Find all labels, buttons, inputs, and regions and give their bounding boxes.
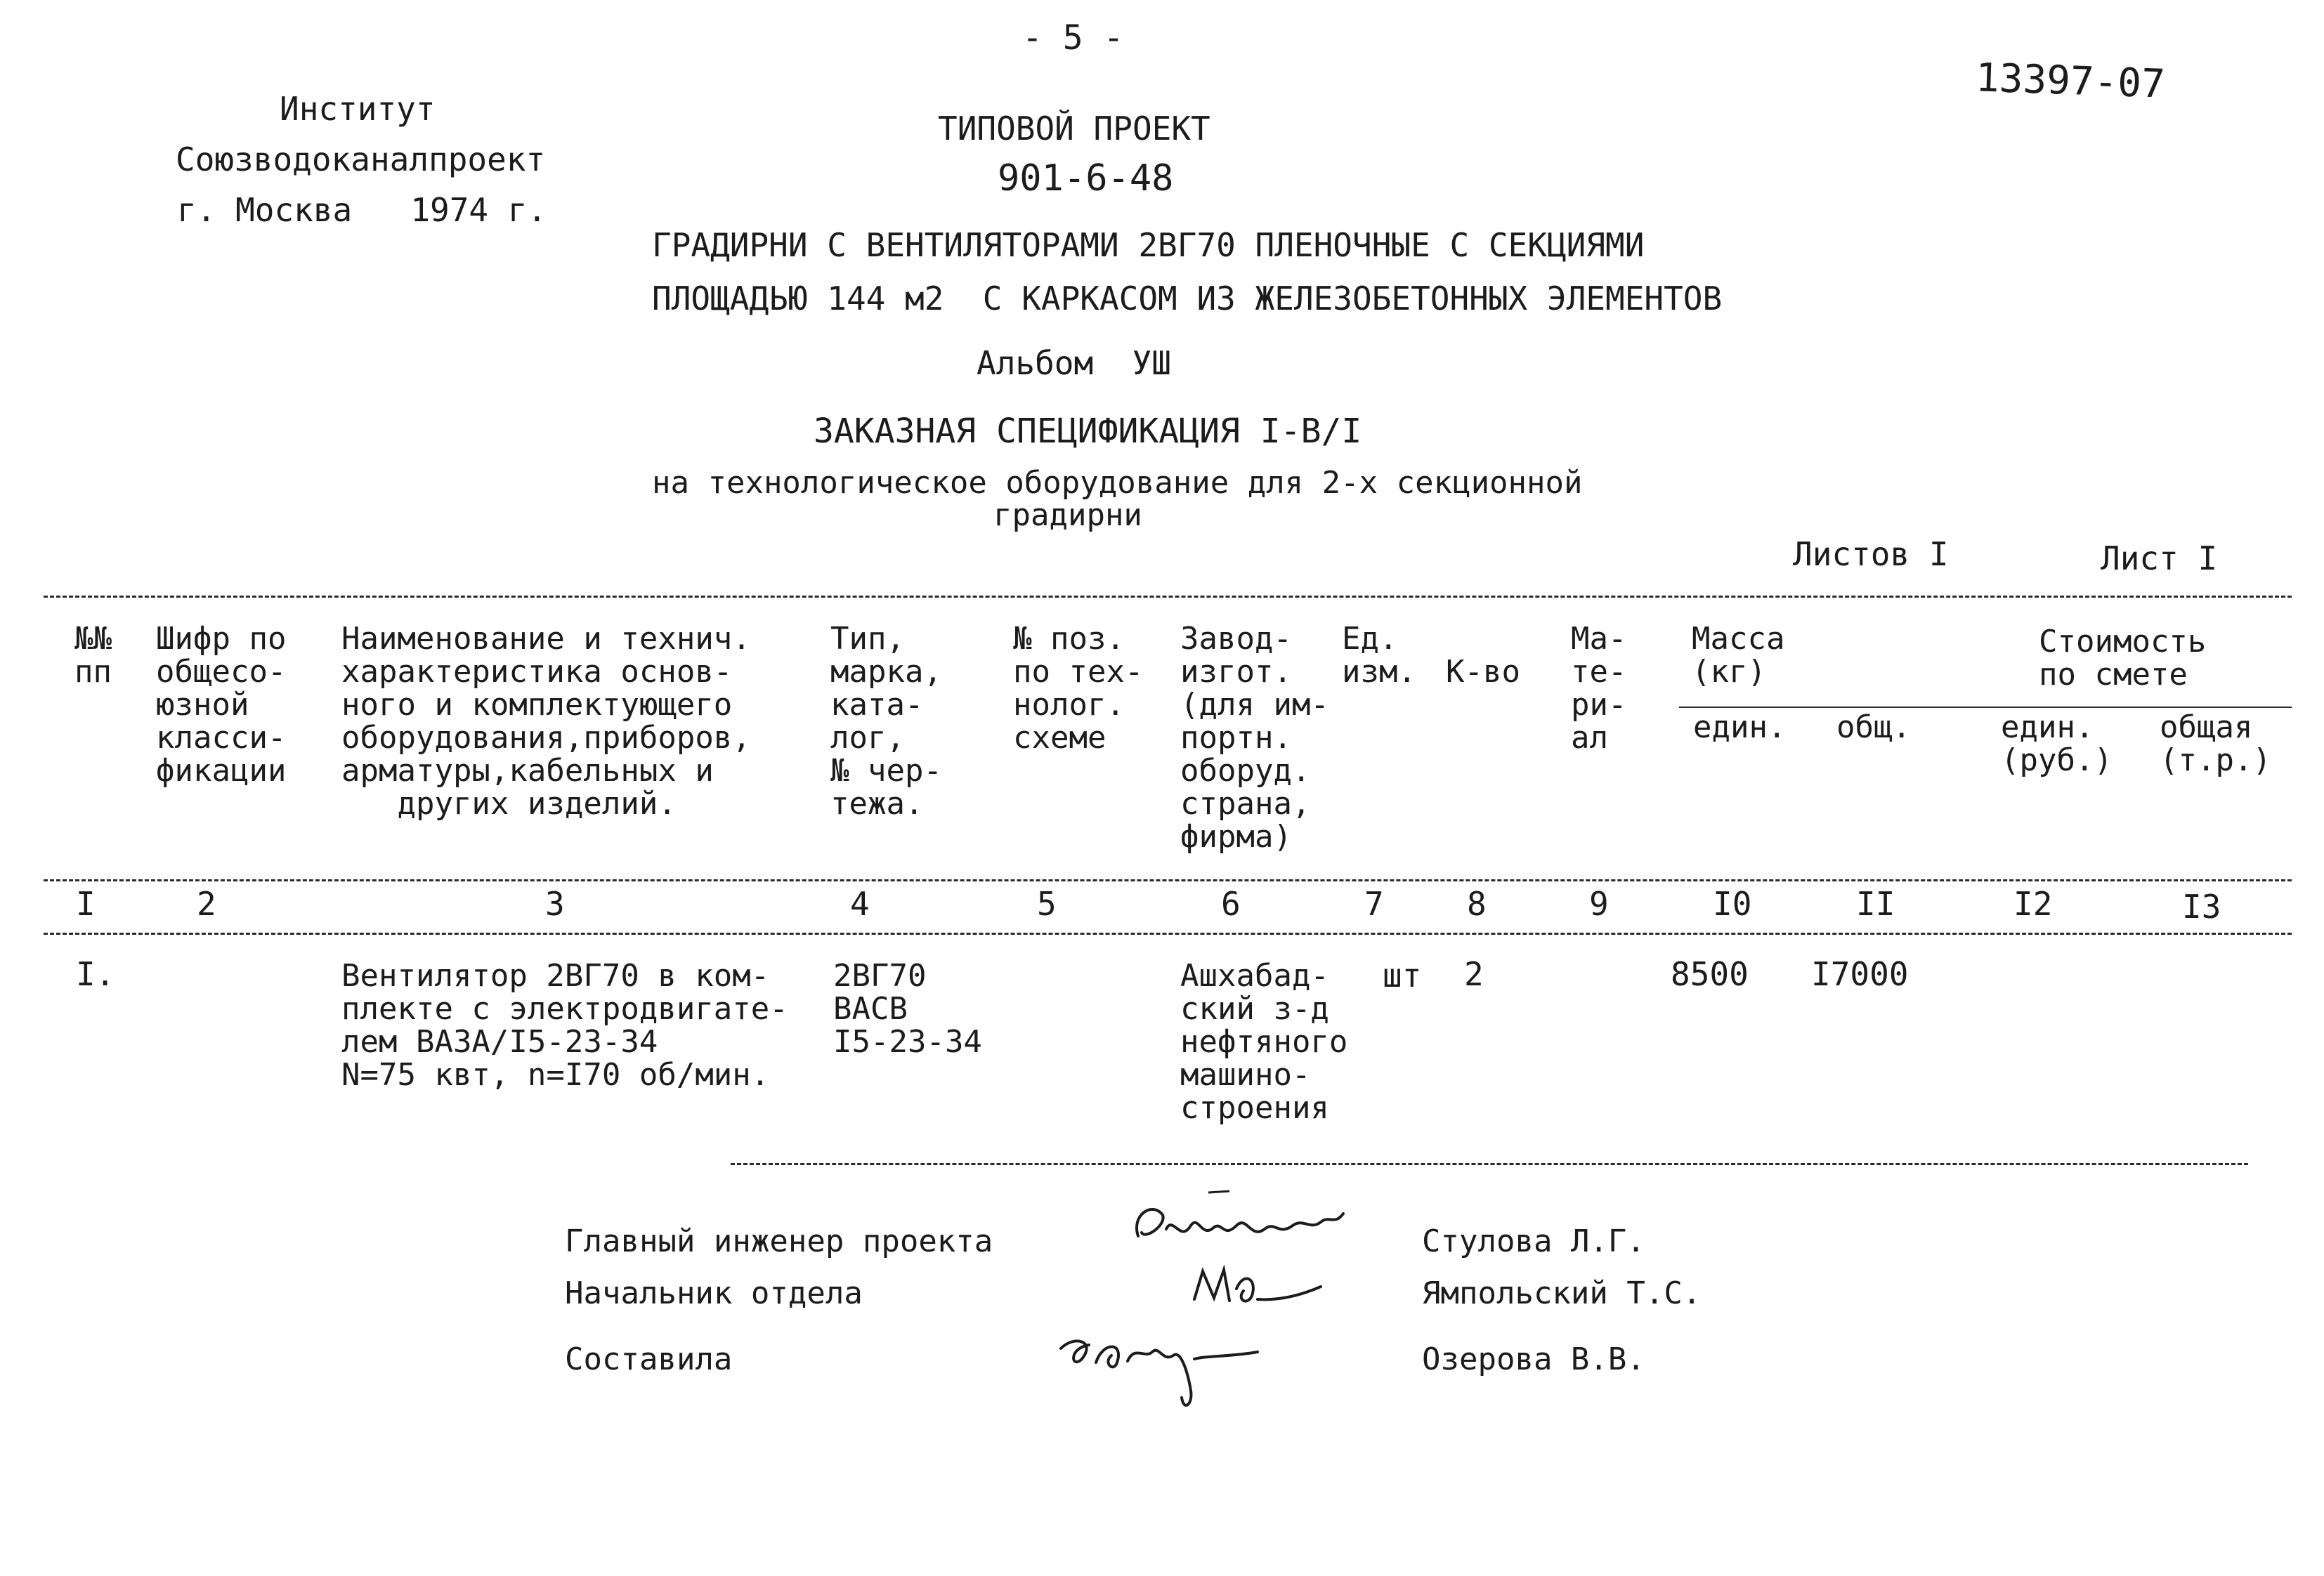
header-col13: общая (т.р.)	[2160, 709, 2271, 778]
signature-role: Начальник отдела	[565, 1275, 863, 1311]
institute-label: Институт	[280, 90, 436, 128]
header-col5: № поз. по тех- нолог. схеме	[1013, 621, 1144, 756]
spec-subtitle-line2: градирни	[993, 497, 1142, 533]
page-number: - 5 -	[1022, 18, 1124, 58]
spec-subtitle-line1: на технологическое оборудование для 2-х секционной	[652, 465, 1583, 501]
signature-role: Главный инженер проекта	[565, 1223, 993, 1259]
signature-role: Составила	[565, 1341, 733, 1377]
signature-name: Озерова В.В.	[1422, 1341, 1645, 1377]
row-number: I.	[76, 955, 115, 993]
institute-city-year: г. Москва 1974 г.	[177, 191, 547, 229]
column-number: 6	[1221, 885, 1241, 923]
handwritten-signature-department-head	[1187, 1257, 1328, 1320]
header-col3: Наименование и технич. характеристика основ- ного и комплектующего оборудования,приборов, арматуры,кабельных и других изделий.	[341, 621, 751, 822]
project-number: 901-6-48	[998, 157, 1174, 199]
header-col12: един. (руб.)	[2001, 709, 2113, 778]
header-subgroup-rule	[1679, 707, 2292, 708]
column-number: 4	[850, 885, 870, 923]
project-title-line1: ГРАДИРНИ С ВЕНТИЛЯТОРАМИ 2ВГ70 ПЛЕНОЧНЫЕ С СЕКЦИЯМИ	[652, 226, 1645, 264]
column-number: 7	[1364, 885, 1384, 923]
header-col11: общ.	[1836, 709, 1911, 745]
table-top-rule	[44, 596, 2292, 598]
header-col1: №№ пп	[74, 621, 112, 690]
column-number: 2	[197, 885, 216, 923]
column-number: I0	[1713, 885, 1752, 923]
album-label: Альбом УШ	[977, 344, 1171, 382]
row-manufacturer: Ашхабад- ский з-д нефтяного машино- строения	[1180, 958, 1348, 1126]
header-col2: Шифр по общесо- юзной класси- фикации	[156, 621, 287, 789]
project-title-line2: ПЛОЩАДЬЮ 144 м2 С КАРКАСОМ ИЗ ЖЕЛЕЗОБЕТОННЫХ ЭЛЕМЕНТОВ	[652, 280, 1723, 317]
row-name: Вентилятор 2ВГ70 в ком- плекте с электродвигате- лем ВАЗА/I5-23-34 N=75 квт, n=I70 об/мин.	[341, 958, 788, 1093]
column-number: 9	[1589, 885, 1609, 923]
signature-name: Стулова Л.Г.	[1422, 1223, 1645, 1259]
row-mass-total: I7000	[1811, 955, 1909, 993]
row-quantity: 2	[1464, 955, 1484, 993]
sheet-current: Лист I	[2101, 539, 2218, 577]
header-bottom-rule	[44, 879, 2292, 881]
column-number: I2	[2013, 885, 2053, 923]
row-type: 2ВГ70 ВАСВ I5-23-34	[833, 958, 982, 1060]
archive-number: 13397-07	[1974, 55, 2166, 107]
header-mass-group: Масса (кг)	[1692, 621, 1785, 690]
institute-name: Союзводоканалпроект	[176, 140, 546, 178]
column-number: 8	[1467, 885, 1487, 923]
column-numbers-rule	[44, 933, 2292, 935]
handwritten-signature-compiler	[1047, 1320, 1272, 1426]
sheets-total: Листов I	[1793, 535, 1949, 573]
header-col8: К-во	[1446, 654, 1520, 690]
row-mass-unit: 8500	[1671, 955, 1749, 993]
column-number: I3	[2182, 888, 2221, 926]
project-type: ТИПОВОЙ ПРОЕКТ	[938, 110, 1210, 147]
spec-title: ЗАКАЗНАЯ СПЕЦИФИКАЦИЯ I-В/I	[814, 412, 1362, 451]
header-col9: Ма- те- ри- ал	[1571, 621, 1627, 756]
column-number: II	[1856, 885, 1895, 923]
header-col6: Завод- изгот. (для им- портн. оборуд. страна, фирма)	[1180, 621, 1329, 855]
row-unit: шт	[1383, 957, 1422, 994]
table-bottom-rule	[731, 1163, 2248, 1165]
column-number: 5	[1037, 885, 1057, 923]
header-col4: Тип, марка, ката- лог, № чер- тежа.	[830, 621, 942, 822]
header-col7: Ед. изм.	[1342, 621, 1416, 690]
column-number: 3	[545, 885, 565, 923]
handwritten-signature-chief-engineer	[1124, 1187, 1356, 1264]
signature-name: Ямпольский Т.С.	[1422, 1275, 1702, 1311]
column-number: I	[76, 885, 96, 923]
header-cost-group: Стоимость по смете	[2039, 624, 2207, 692]
header-col10: един.	[1693, 709, 1787, 745]
